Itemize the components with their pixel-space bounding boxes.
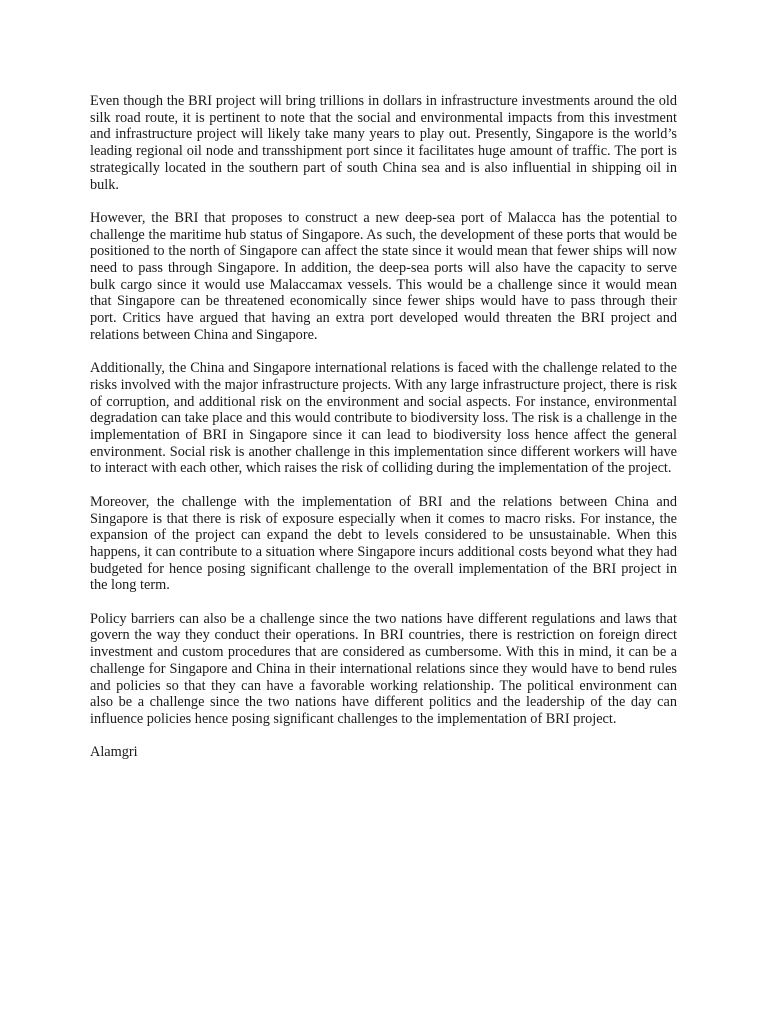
paragraph-1: Even though the BRI project will bring trillions in dollars in infrastructure investments around the old silk road route, it is pertinent to note that the social and environmental impacts from this investment and infrastructure project will likely take many years to play out. Presently, Singapore is the world’s leading regional oil node and transshipment port since it facilitates huge amount of traffic. The port is strategically located in the southern part of south China sea and is also influential in shipping oil in bulk.: [90, 93, 677, 193]
document-page: [90, 93, 677, 761]
paragraph-2: However, the BRI that proposes to construct a new deep-sea port of Malacca has the potential to challenge the maritime hub status of Singapore. As such, the development of these ports that would be positioned to the north of Singapore can affect the state since it would mean that fewer ships will now need to pass through Singapore. In addition, the deep-sea ports will also have the capacity to serve bulk cargo since it would use Malaccamax vessels. This would be a challenge since it would mean that Singapore can be threatened economically since fewer ships would have to pass through their port. Critics have argued that having an extra port developed would threaten the BRI project and relations between China and Singapore.: [90, 209, 677, 343]
paragraph-4: Moreover, the challenge with the implementation of BRI and the relations between China and Singapore is that there is risk of exposure especially when it comes to macro risks. For instance, the expansion of the project can expand the debt to levels considered to be unsustainable. When this happens, it can contribute to a situation where Singapore incurs additional costs beyond what they had budgeted for hence posing significant challenge to the overall implementation of the BRI project in the long term.: [90, 493, 677, 594]
paragraph-3: Additionally, the China and Singapore international relations is faced with the challenge related to the risks involved with the major infrastructure projects. With any large infrastructure project, there is risk of corruption, and additional risk on the environment and social aspects. For instance, environmental degradation can take place and this would contribute to biodiversity loss. The risk is a challenge in the implementation of BRI in Singapore since it can lead to biodiversity loss hence affect the general environment. Social risk is another challenge in this implementation since different workers will have to interact with each other, which raises the risk of colliding during the implementation of the project.: [90, 360, 677, 477]
author-signature: Alamgri: [90, 744, 138, 761]
paragraph-5: Policy barriers can also be a challenge since the two nations have different regulations and laws that govern the way they conduct their operations. In BRI countries, there is restriction on foreign direct investment and custom procedures that are considered as cumbersome. With this in mind, it can be a challenge for Singapore and China in their international relations since they would have to bend rules and policies so that they can have a favorable working relationship. The political environment can also be a challenge since the two nations have different politics and the leadership of the day can influence policies hence posing significant challenges to the implementation of BRI project.: [90, 610, 677, 727]
